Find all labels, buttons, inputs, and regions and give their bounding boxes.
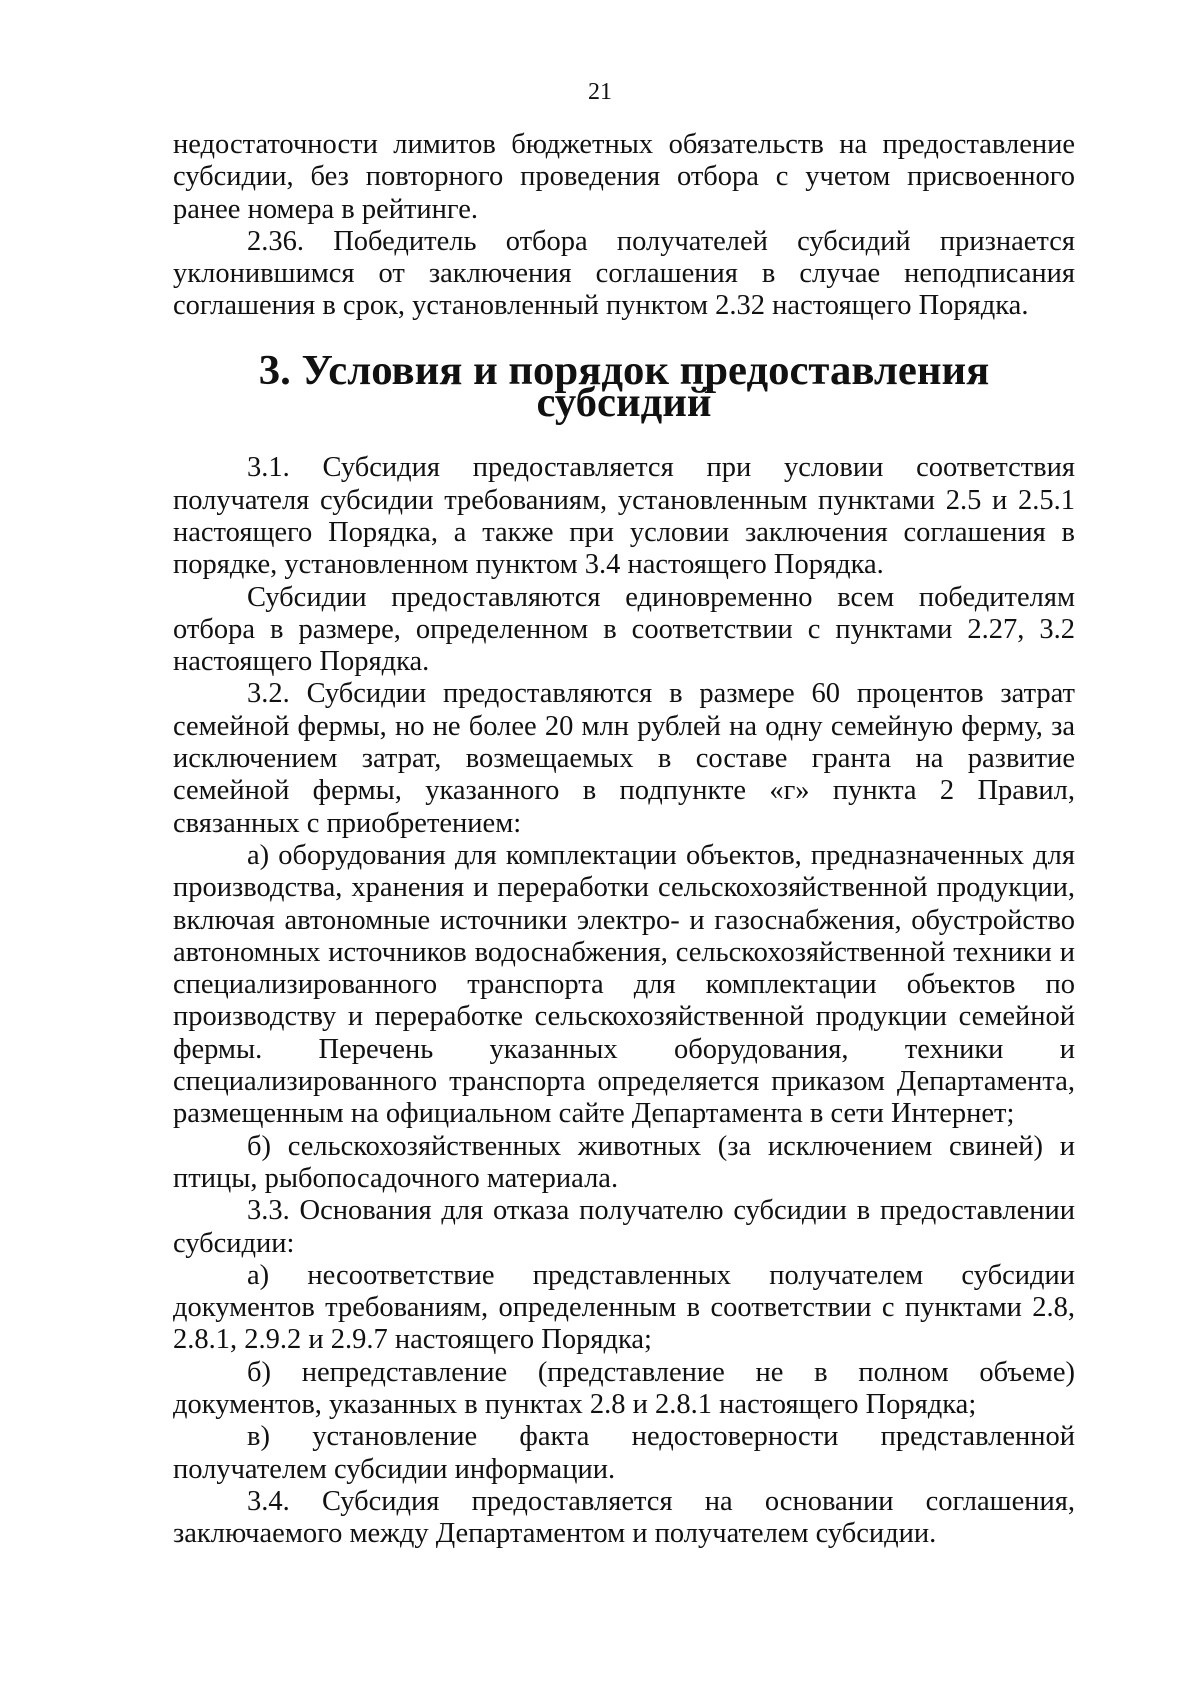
- section-heading-3: 3. Условия и порядок предоставления субсидий: [258, 346, 990, 427]
- paragraph-3-4: 3.4. Субсидия предоставляется на основании соглашения, заключаемого между Департаментом и получателем субсидии.: [173, 1485, 1075, 1550]
- paragraph-3-1-subsidies: Субсидии предоставляются единовременно всем победителям отбора в размере, определенном в соответствии с пунктами 2.27, 3.2 настоящего Порядка.: [173, 581, 1075, 678]
- document-body: [173, 129, 1075, 1550]
- paragraph-continuation: недостаточности лимитов бюджетных обязательств на предоставление субсидии, без повторного проведения отбора с учетом присвоенного ранее номера в рейтинге.: [173, 129, 1075, 225]
- paragraph-3-3-b: б) непредставление (представление не в полном объеме) документов, указанных в пунктах 2.8 и 2.8.1 настоящего Порядка;: [173, 1356, 1075, 1420]
- paragraph-3-2-b: б) сельскохозяйственных животных (за исключением свиней) и птицы, рыбопосадочного материала.: [173, 1130, 1075, 1194]
- paragraph-3-1: 3.1. Субсидия предоставляется при условии соответствия получателя субсидии требованиям, установленным пунктами 2.5 и 2.5.1 настоящего Порядка, а также при условии заключения соглашения в порядке, установленном пунктом 3.4 настоящего Порядка.: [173, 452, 1075, 581]
- paragraph-3-3: 3.3. Основания для отказа получателю субсидии в предоставлении субсидии:: [173, 1195, 1075, 1259]
- page-number: 21: [588, 79, 612, 105]
- paragraph-2-36: 2.36. Победитель отбора получателей субсидий признается уклонившимся от заключения соглашения в случае неподписания соглашения в срок, установленный пунктом 2.32 настоящего Порядка.: [173, 225, 1075, 322]
- paragraph-3-3-a: а) несоответствие представленных получателем субсидии документов требованиям, определенным в соответствии с пунктами 2.8, 2.8.1, 2.9.2 и 2.9.7 настоящего Порядка;: [173, 1259, 1075, 1356]
- paragraph-3-3-v: в) установление факта недостоверности представленной получателем субсидии информации.: [173, 1421, 1075, 1485]
- paragraph-3-2-a: а) оборудования для комплектации объектов, предназначенных для производства, хранения и переработки сельскохозяйственной продукции, включая автономные источники электро- и газоснабжения, обустройство автономных источников водоснабжения, сельскохозяйственной техники и специализированного транспорта для комплектации объектов по производству и переработке сельскохозяйственной продукции семейной фермы. Перечень указанных оборудования, техники и специализированного транспорта определяется приказом Департамента, размещенным на официальном сайте Департамента в сети Интернет;: [173, 839, 1075, 1130]
- paragraph-3-2: 3.2. Субсидии предоставляются в размере 60 процентов затрат семейной фермы, но не более 20 млн рублей на одну семейную ферму, за исключением затрат, возмещаемых в составе гранта на развитие семейной фермы, указанного в подпункте «г» пункта 2 Правил, связанных с приобретением:: [173, 678, 1075, 839]
